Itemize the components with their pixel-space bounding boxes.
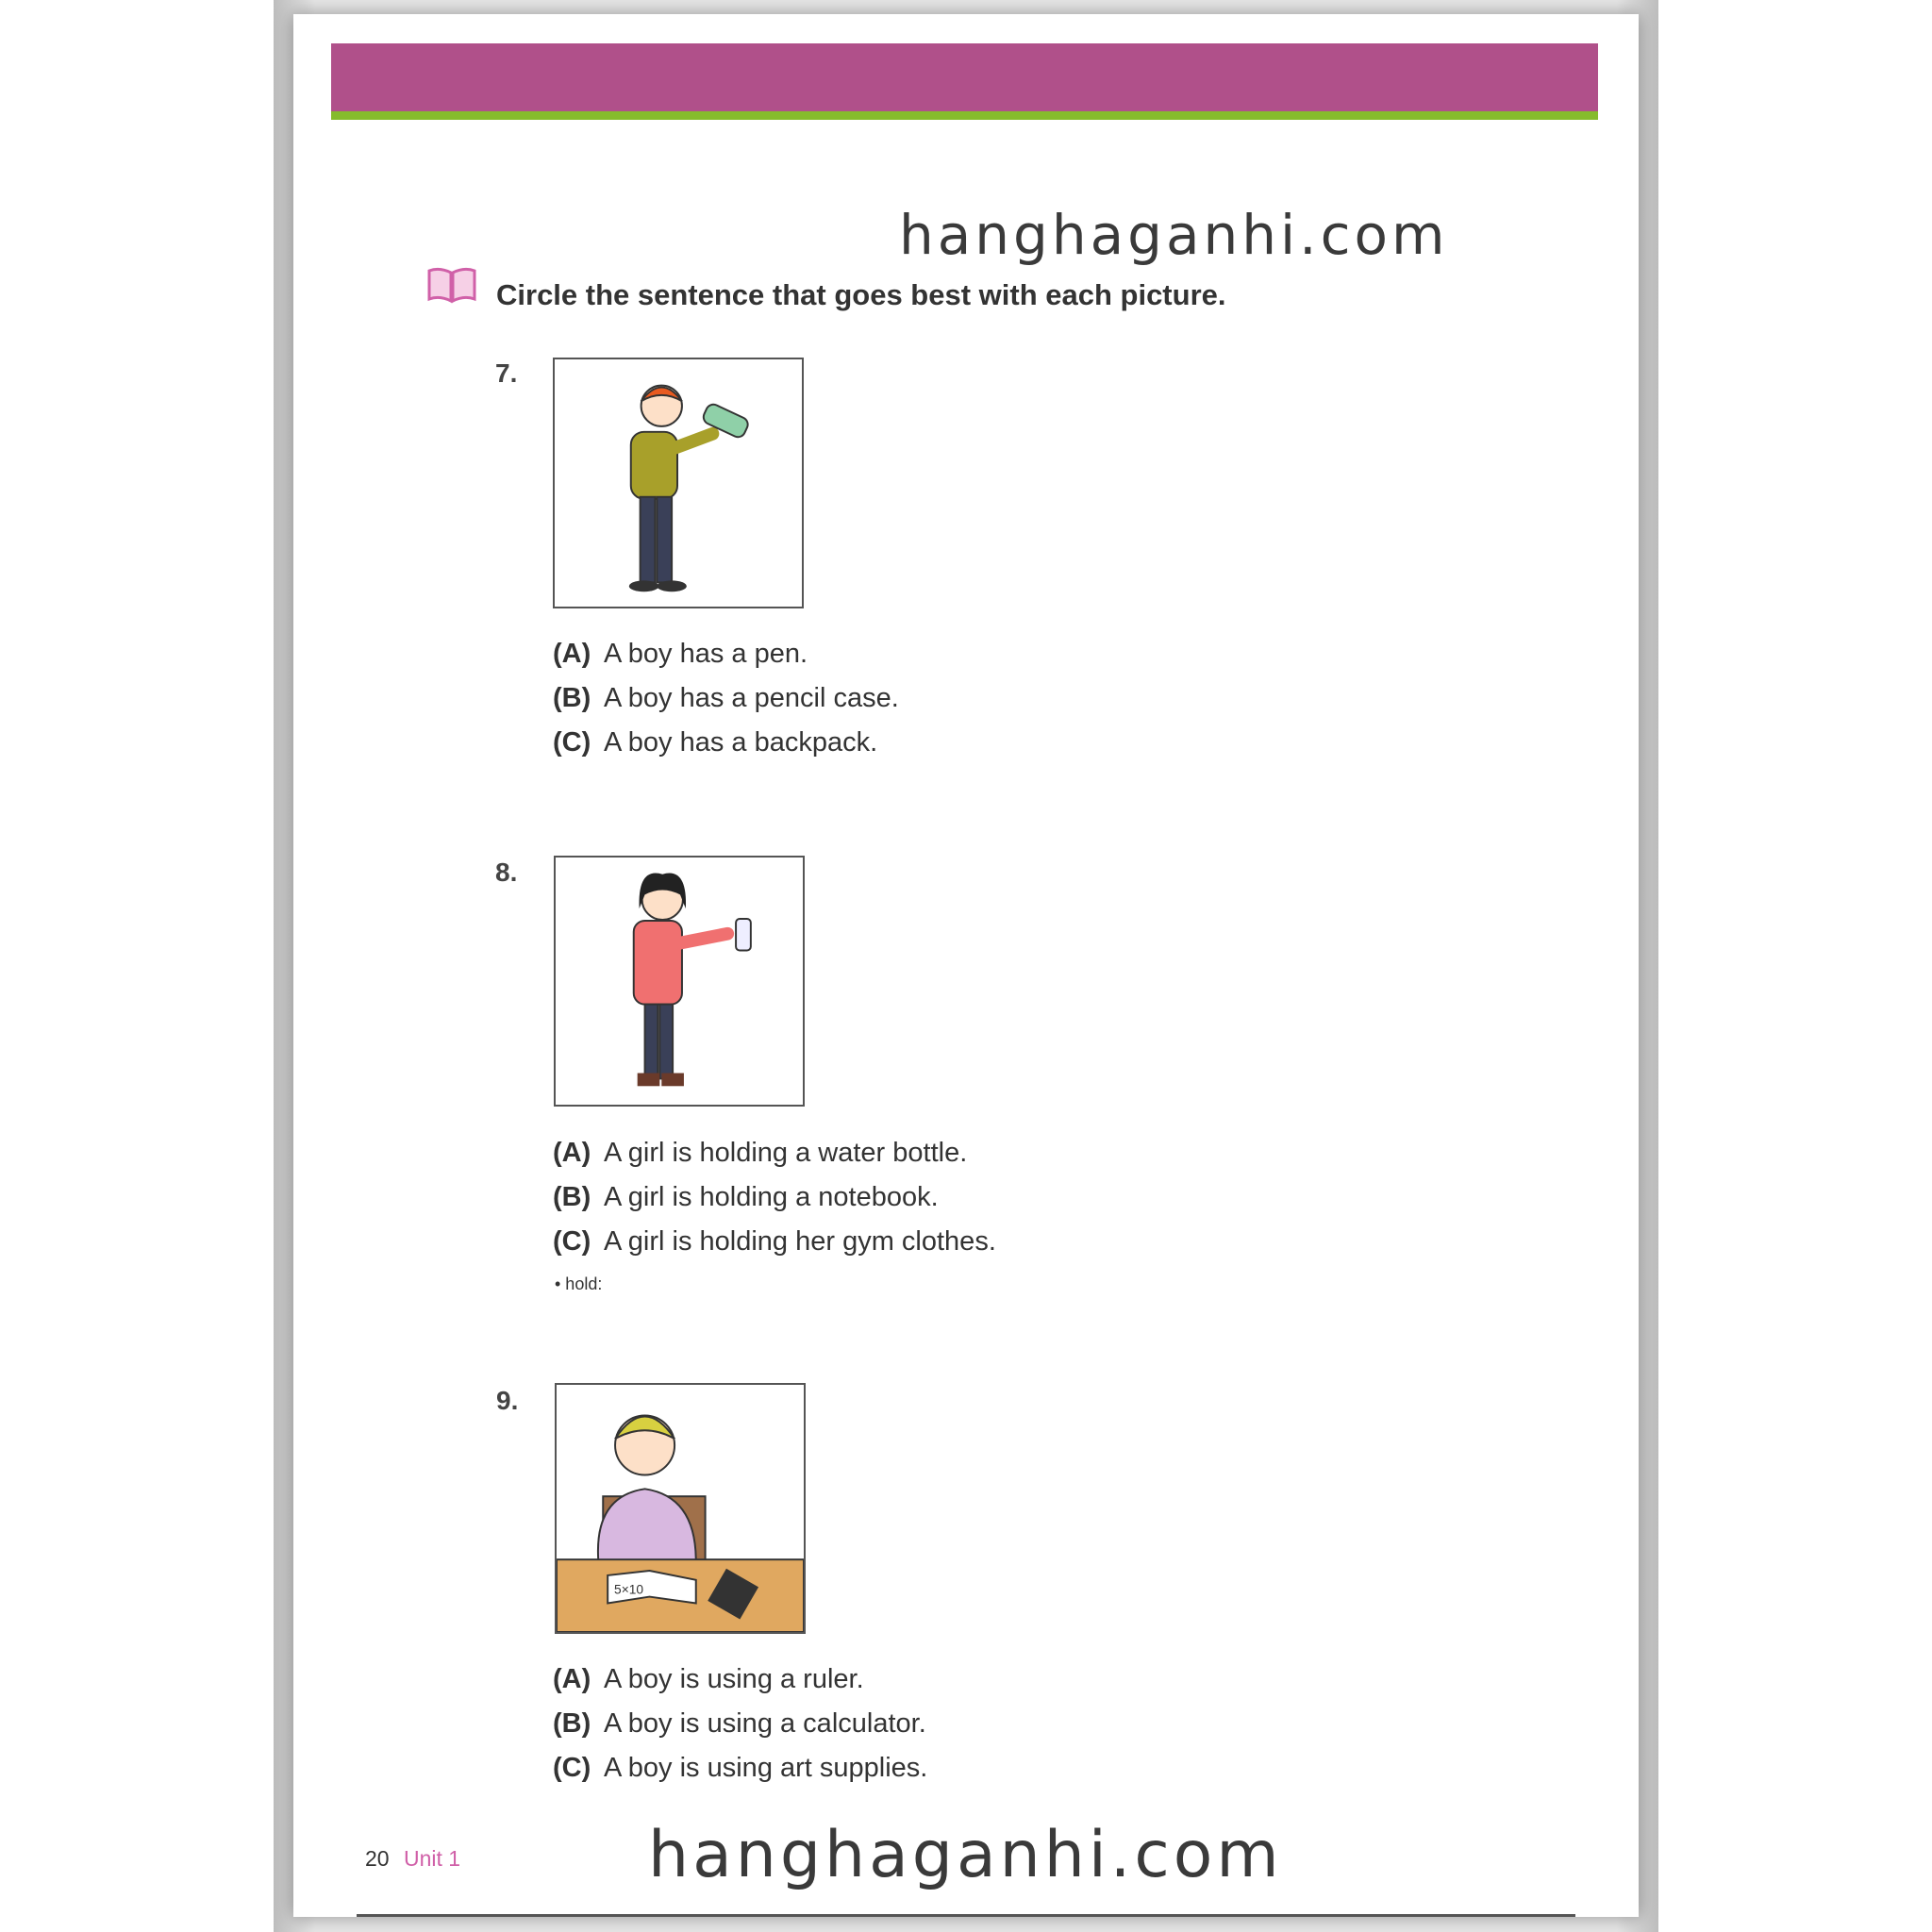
option-text: A boy has a pen. bbox=[604, 639, 808, 669]
option-text: A boy is using a calculator. bbox=[604, 1708, 926, 1739]
option-label: (A) bbox=[553, 639, 591, 669]
option-label: (B) bbox=[553, 683, 591, 713]
instruction-text: Circle the sentence that goes best with each picture. bbox=[496, 278, 1226, 311]
option-text: A girl is holding a notebook. bbox=[604, 1182, 939, 1212]
question-8-option-a[interactable] bbox=[553, 1138, 967, 1169]
option-text: A boy has a pencil case. bbox=[604, 683, 899, 713]
question-9-option-c[interactable] bbox=[553, 1753, 927, 1784]
option-label: (B) bbox=[553, 1708, 591, 1739]
option-label: (C) bbox=[553, 1753, 591, 1783]
option-label: (C) bbox=[553, 727, 591, 758]
question-8-option-b[interactable] bbox=[553, 1182, 939, 1213]
option-label: (A) bbox=[553, 1138, 591, 1168]
option-text: A girl is holding a water bottle. bbox=[604, 1138, 968, 1168]
footer-rule bbox=[357, 1914, 1575, 1917]
option-label: (C) bbox=[553, 1226, 591, 1257]
unit-label: Unit 1 bbox=[404, 1846, 461, 1871]
question-7-option-a[interactable] bbox=[553, 639, 808, 670]
page-number: 20 bbox=[365, 1846, 390, 1871]
question-7-number: 7. bbox=[495, 358, 518, 388]
question-7-option-b[interactable] bbox=[553, 683, 899, 714]
option-label: (B) bbox=[553, 1182, 591, 1212]
watermark-top: hanghaganhi.com bbox=[899, 203, 1449, 267]
vocab-note: • hold: bbox=[555, 1274, 603, 1293]
option-label: (A) bbox=[553, 1664, 591, 1694]
watermark-bottom: hanghaganhi.com bbox=[648, 1818, 1283, 1892]
header-band bbox=[331, 43, 1598, 111]
question-7-picture bbox=[553, 358, 804, 608]
option-text: A boy has a backpack. bbox=[604, 727, 878, 758]
question-9-option-a[interactable] bbox=[553, 1664, 864, 1695]
question-8-number: 8. bbox=[495, 858, 518, 887]
option-text: A boy is using a ruler. bbox=[604, 1664, 864, 1694]
question-9-picture bbox=[555, 1383, 806, 1634]
option-text: A girl is holding her gym clothes. bbox=[604, 1226, 996, 1257]
question-8-picture bbox=[554, 856, 805, 1107]
question-9-option-b[interactable] bbox=[553, 1708, 926, 1740]
question-7-option-c[interactable] bbox=[553, 727, 877, 758]
question-9-number: 9. bbox=[496, 1386, 519, 1415]
book-text: 5×10 bbox=[614, 1582, 644, 1597]
question-8-option-c[interactable] bbox=[553, 1226, 996, 1257]
book-icon bbox=[426, 265, 477, 305]
workbook-page bbox=[293, 14, 1639, 1917]
header-stripe bbox=[331, 111, 1598, 120]
option-text: A boy is using art supplies. bbox=[604, 1753, 928, 1783]
